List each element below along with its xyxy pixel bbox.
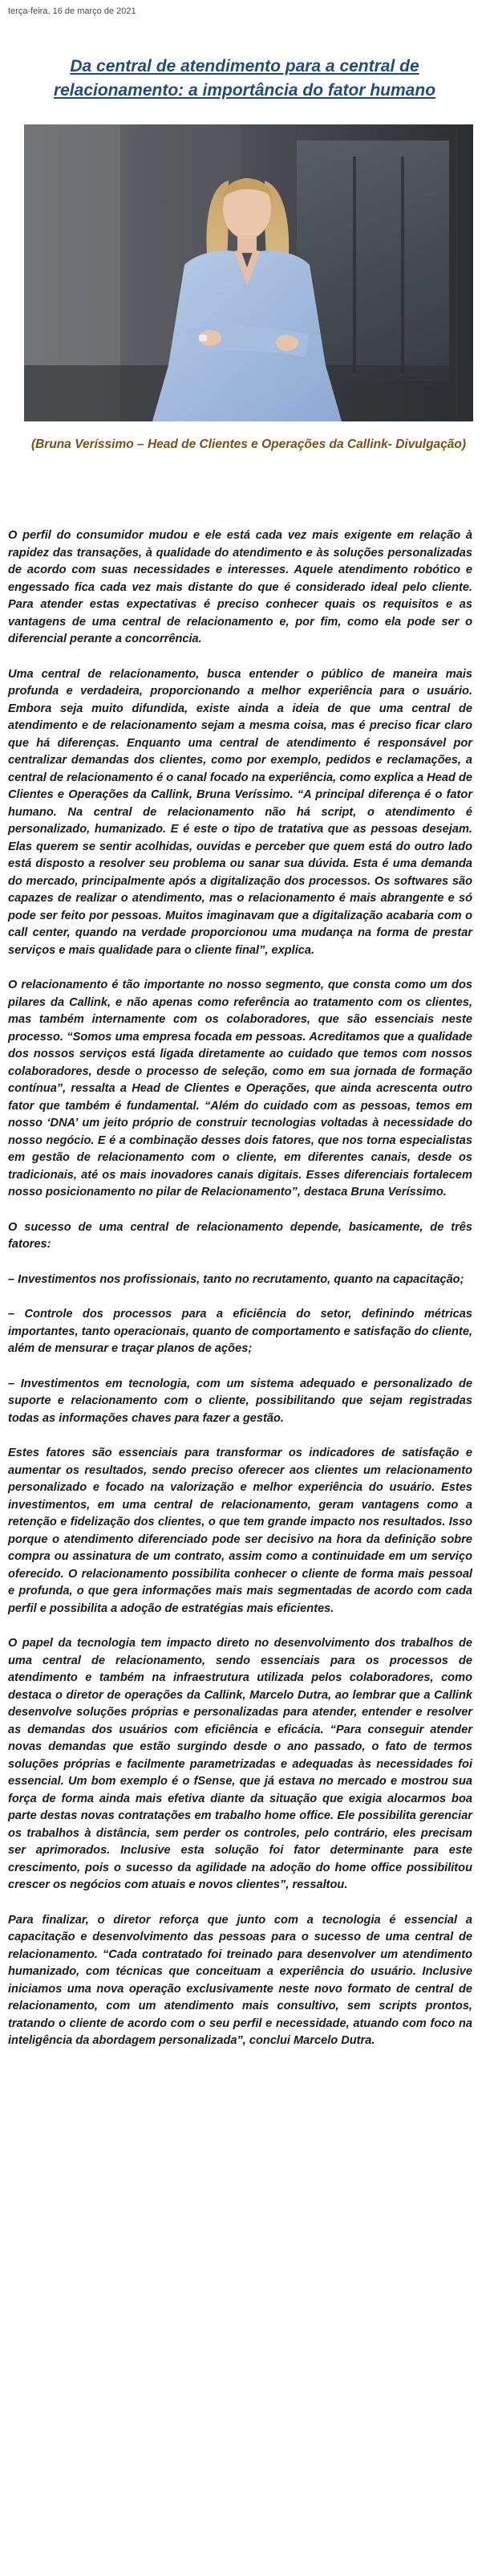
article-body [8,527,472,2068]
body-paragraph: O papel da tecnologia tem impacto direto no desenvolvimento dos trabalhos de uma central de relacionamento, sendo essenciais para os processos de atendimento e também na infraestrutura utilizada pelos colaboradores, como destaca o diretor de operações da Callink, Marcelo Dutra, ao lembrar que a Callink desenvolve soluções próprias e personalizadas para atender, entender e resolver as demandas dos usuários com eficiência e eficácia. “Para conseguir atender novas demandas que estão surgindo desde o ano passado, o fato de termos soluções próprias e facilmente parametrizadas e adequadas às necessidades foi essencial. Um bom exemplo é o fSense, que já estava no mercado e mostrou sua força de forma ainda mais efetiva diante da situação que exigia alocarmos boa parte destas novas contratações em trabalho home office. Ele possibilita gerenciar os trabalhos à distância, sem perder os controles, pelo contrário, eles precisam ser aprimorados. Inclusive esta solução foi fator determinante para este crescimento, pois o sucesso da agilidade na adoção do home office possibilitou crescer os negócios com atuais e novos clientes”, ressaltou. [8,1637,472,1891]
post-date: terça-feira, 16 de março de 2021 [8,6,136,16]
portrait-illustration [24,124,473,421]
article-title[interactable]: Da central de atendimento para a central de relacionamento: a importância do fator humano [53,57,436,100]
body-paragraph: Estes fatores são essenciais para transformar os indicadores de satisfação e aumentar os resultados, sendo preciso oferecer aos clientes um relacionamento personalizado e focado na valorização e melhor experiência do usuário. Estes investimentos, em uma central de relacionamento, geram vantagens como a retenção e fidelização dos clientes, o que tem grande impacto nos resultados. Isso porque o atendimento diferenciado pode ser decisivo na hora da definição sobre compra ou assinatura de um contrato, assim como a continuidade em um serviço oferecido. O relacionamento possibilita conhecer o cliente de forma mais pessoal e profunda, o que gera informações mais mais segmentadas de acordo com cada perfil e possibilita a adoção de estratégias mais eficientes. [8,1447,472,1615]
list-item: – Controle dos processos para a eficiência do setor, definindo métricas importantes, tanto operacionais, quanto de comportamento e satisfação do cliente, além de mensurar e traçar planos de ações; [8,1308,472,1355]
article-photo [24,124,473,421]
body-paragraph: Uma central de relacionamento, busca entender o público de maneira mais profunda e verdadeira, proporcionando a melhor experiência para o usuário. Embora seja muito difundida, existe ainda a ideia de que uma central de atendimento e de relacionamento sejam a mesma coisa, mas é preciso ficar claro que há diferenças. Enquanto uma central de atendimento é responsável por centralizar demandas dos clientes, como por exemplo, pedidos e reclamações, a central de relacionamento é o canal focado na experiência, como explica a Head de Clientes e Operações da Callink, Bruna Veríssimo. “A principal diferença é o fator humano. Na central de relacionamento não há script, o atendimento é personalizado, humanizado. E é este o tipo de tratativa que as pessoas desejam. Elas querem se sentir acolhidas, ouvidas e perceber que quem está do outro lado está disposto a resolver seu problema ou sanar sua dúvida. Esta é uma demanda do mercado, principalmente após a digitalização dos processos. Os softwares são capazes de realizar o atendimento, mas o relacionamento é mais abrangente e só pode ser feito por pessoas. Muitos imaginavam que a digitalização acabaria com o call center, quando na verdade proporcionou uma mudança na forma de prestar serviços e mais qualidade para o cliente final”, explica. [8,667,472,957]
list-item: – Investimentos em tecnologia, com um sistema adequado e personalizado de suporte e relacionamento com o cliente, possibilitando que sejam registradas todas as informações chaves para fazer a gestão. [8,1377,472,1425]
body-paragraph: O perfil do consumidor mudou e ele está cada vez mais exigente em relação à rapidez das transações, à qualidade do atendimento e às soluções personalizadas de acordo com suas necessidades e interesses. Aquele atendimento robótico e engessado fica cada vez mais distante do que é considerado ideal pelo cliente. Para atender estas expectativas é preciso conhecer quais os requisitos e as vantagens de uma central de relacionamento e, por fim, como ela pode ser o diferencial perante a concorrência. [8,529,472,645]
body-paragraph: O relacionamento é tão importante no nosso segmento, que consta como um dos pilares da Callink, e não apenas como referência ao tratamento com os clientes, mas também internamente com os colaboradores, que são essenciais neste processo. “Somos uma empresa focada em pessoas. Acreditamos que a qualidade dos nossos serviços está ligada diretamente ao cuidado que temos com nossos colaboradores, desde o processo de seleção, como em sua jornada de formação contínua”, ressalta a Head de Clientes e Operações, que ainda acrescenta outro fator que também é fundamental. “Além do cuidado com as pessoas, temos em nosso ‘DNA’ um jeito próprio de construir tecnologias voltadas à necessidade do nosso negócio. E é a combinação desses dois fatores, que nos torna especialistas em gestão de relacionamento com o cliente, em diferentes canais, desde os tradicionais, até os mais inovadores canais digitais. Esses diferenciais fortalecem nosso posicionamento no pilar de Relacionamento”, destaca Bruna Veríssimo. [8,979,472,1198]
image-caption: (Bruna Veríssimo – Head de Clientes e Operações da Callink- Divulgação) [30,437,467,451]
body-paragraph: O sucesso de uma central de relacionamento depende, basicamente, de três fatores: [8,1220,472,1251]
list-item: – Investimentos nos profissionais, tanto no recrutamento, quanto na capacitação; [8,1272,464,1286]
body-paragraph: Para finalizar, o diretor reforça que junto com a tecnologia é essencial a capacitação e desenvolvimento das pessoas para o sucesso de uma central de relacionamento. “Cada contratado foi treinado para desenvolver um atendimento humanizado, com técnicas que conceituam a experiência do usuário. Inclusive iniciamos uma nova operação exclusivamente neste novo formato de central de relacionamento, com um atendimento mais consultivo, sem scripts prontos, tratando o cliente de acordo com o seu perfil e necessidade, atuando com foco na inteligência da abordagem personalizada”, conclui Marcelo Dutra. [8,1913,472,2047]
